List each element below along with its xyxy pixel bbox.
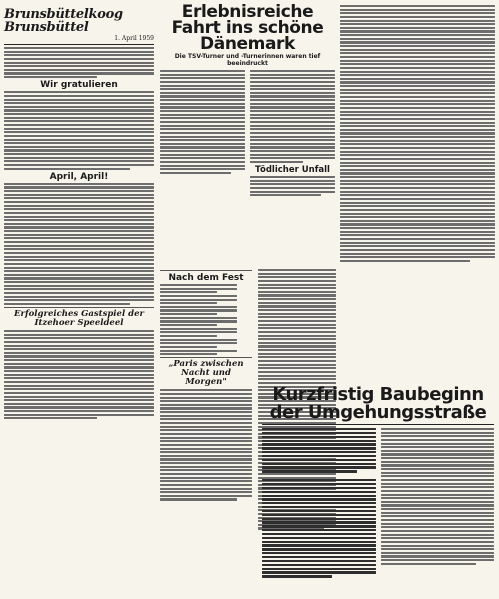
subline-daenemark: Die TSV-Turner und -Turnerinnen waren tief beeindruckt [174,53,321,67]
left-gratulieren-text [4,91,154,170]
headline-umgehungsstrasse: Kurzfristig Baubeginn der Umgehungsstraße [269,384,487,423]
right-column [340,4,495,263]
masthead-title-line-1: Brunsbüttelkoog [4,7,123,22]
umgehung-section [262,386,494,580]
heading-paris: „Paris zwischen Nacht und Morgen" [168,359,244,388]
umgehung-lead-text [262,428,376,579]
paris-text [160,389,252,500]
right-lower-spacer [342,368,494,384]
left-intro-text [4,47,154,78]
masthead-title-line-2: Brunsbüttel [4,20,89,35]
heading-toedlicher-unfall: Tödlicher Unfall [255,165,330,176]
umgehung-body-text [381,428,495,579]
mid-daenemark-text-b [250,70,335,198]
heading-speeldeel: Erfolgreiches Gastspiel der Itzehoer Speeldeel [14,309,144,328]
mid-daenemark-text-a [160,70,245,198]
heading-april-april: April, April! [49,171,109,182]
headline-daenemark: Erlebnisreiche Fahrt ins schöne Dänemark [171,2,324,54]
left-column [4,8,154,421]
poem-text [160,284,252,355]
middle-lower-column-1 [160,268,252,502]
heading-wir-gratulieren: Wir gratulieren [40,80,118,91]
masthead-date: 1. April 1959 [114,35,154,42]
middle-column [160,0,335,199]
left-speeldeel-text [4,330,154,419]
heading-nach-dem-fest: Nach dem Fest [168,273,244,283]
right-top-text [340,5,495,262]
left-april-text [4,183,154,305]
